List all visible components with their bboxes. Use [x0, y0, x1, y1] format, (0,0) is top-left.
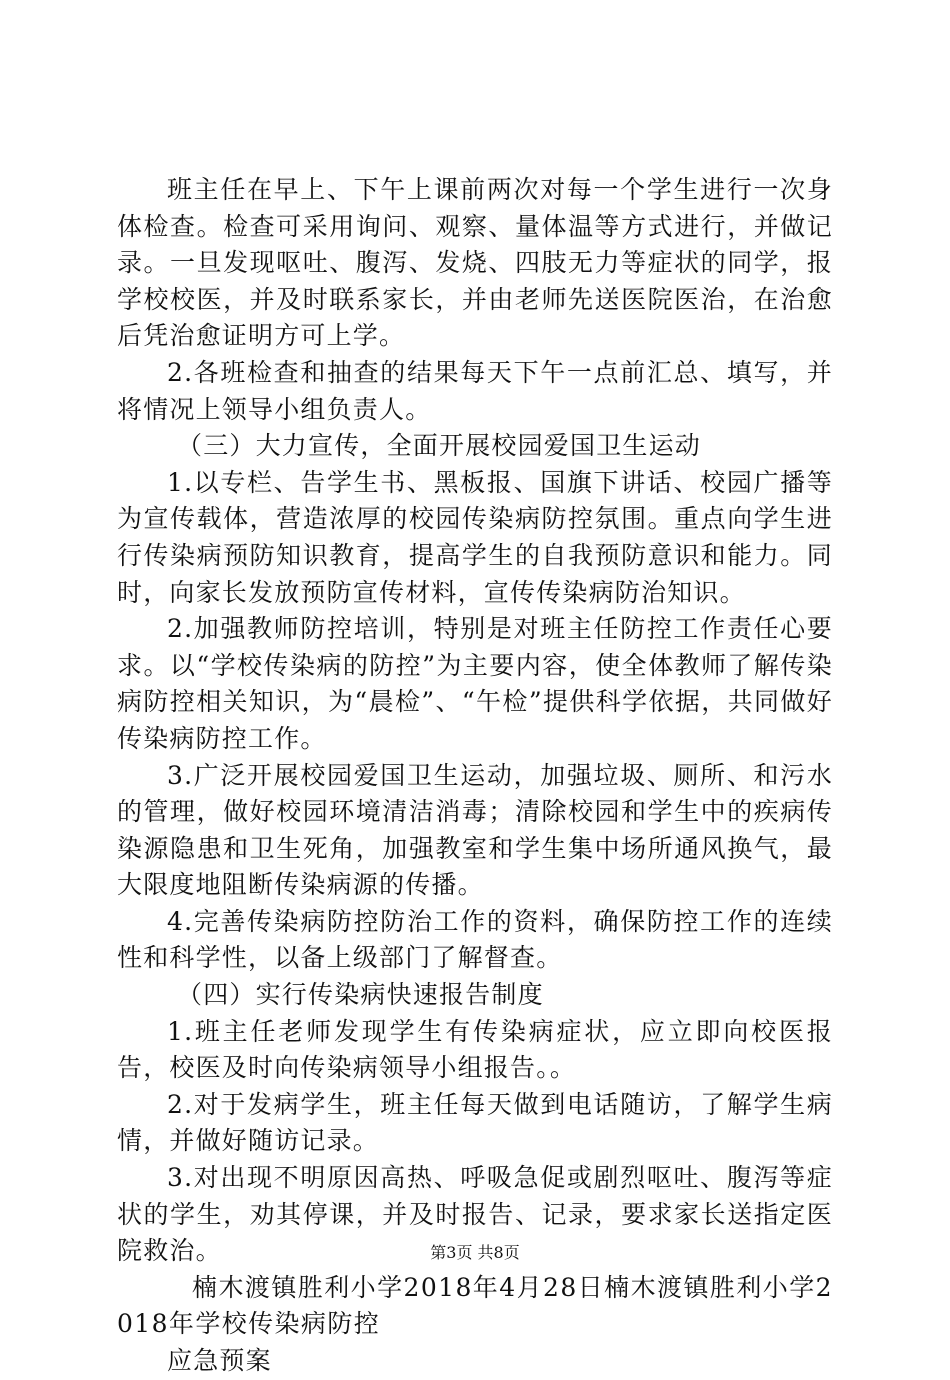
signature-line: 楠木渡镇胜利小学2018年4月28日楠木渡镇胜利小学2018年学校传染病防控 [117, 1272, 833, 1339]
paragraph-morning-check: 班主任在早上、下午上课前两次对每一个学生进行一次身体检查。检查可采用询问、观察、量体温等方式进行，并做记录。一旦发现呕吐、腹泻、发烧、四肢无力等症状的同学，报学校校医，并及时联系家长，并由老师先送医院医治，在治愈后凭治愈证明方可上学。 [117, 175, 833, 351]
paragraph-reporting-item-1: 1.班主任老师发现学生有传染病症状，应立即向校医报告，校医及时向传染病领导小组报告。。 [117, 1016, 833, 1083]
paragraph-publicity-item-2: 2.加强教师防控培训，特别是对班主任防控工作责任心要求。以“学校传染病的防控”为主要内容，使全体教师了解传染病防控相关知识，为“晨检”、“午检”提供科学依据，共同做好传染病防控工作。 [117, 614, 833, 753]
document-type-label: 应急预案 [167, 1346, 272, 1375]
paragraph-reporting-item-2: 2.对于发病学生，班主任每天做到电话随访，了解学生病情，并做好随访记录。 [117, 1089, 833, 1156]
document-body [117, 172, 833, 1380]
page-number-footer: 第3页 共8页 [430, 1243, 520, 1262]
paragraph-check-summary: 2.各班检查和抽查的结果每天下午一点前汇总、填写，并将情况上领导小组负责人。 [117, 357, 833, 424]
paragraph-reporting-item-3: 3.对出现不明原因高热、呼吸急促或剧烈呕吐、腹泻等症状的学生，劝其停课，并及时报告、记录，要求家长送指定医院救治。 [117, 1163, 833, 1266]
paragraph-publicity-item-1: 1.以专栏、告学生书、黑板报、国旗下讲话、校园广播等为宣传载体，营造浓厚的校园传染病防控氛围。重点向学生进行传染病预防知识教育，提高学生的自我预防意识和能力。同时，向家长发放预防宣传材料，宣传传染病防治知识。 [117, 467, 833, 607]
paragraph-publicity-item-4: 4.完善传染病防控防治工作的资料，确保防控工作的连续性和科学性，以备上级部门了解督查。 [117, 906, 833, 973]
paragraph-publicity-item-3: 3.广泛开展校园爱国卫生运动，加强垃圾、厕所、和污水的管理，做好校园环境清洁消毒；清除校园和学生中的疾病传染源隐患和卫生死角，加强教室和学生集中场所通风换气，最大限度地阻断传染病源的传播。 [117, 760, 833, 900]
section-heading-reporting: （四）实行传染病快速报告制度 [177, 980, 544, 1010]
section-heading-publicity: （三）大力宣传，全面开展校园爱国卫生运动 [177, 431, 702, 461]
